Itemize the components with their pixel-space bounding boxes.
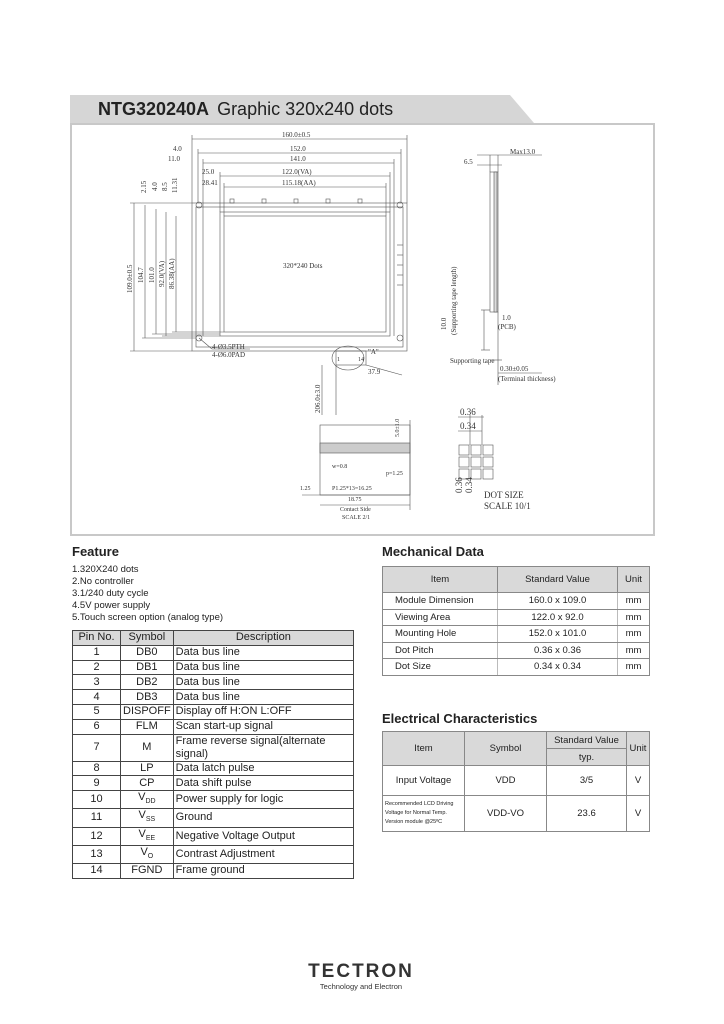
- mech-unit: mm: [618, 609, 650, 626]
- pin-symbol-subscript: EE: [145, 834, 156, 842]
- pin-description: Data bus line: [173, 660, 353, 675]
- detail-scale: SCALE 2/1: [342, 515, 371, 521]
- dim-2-15: 2.15: [140, 180, 148, 193]
- pin-symbol-subscript: O: [147, 852, 154, 860]
- table-row: [383, 659, 650, 676]
- mech-value: 0.36 x 0.36: [498, 642, 618, 659]
- pin-number: 13: [73, 845, 121, 863]
- pin-symbol-text: V: [138, 791, 146, 804]
- feature-item: 5.Touch screen option (analog type): [72, 612, 224, 623]
- pin-description: Data bus line: [173, 645, 353, 660]
- pin-number: 6: [73, 719, 121, 734]
- pin-number: 4: [73, 690, 121, 705]
- side-pcb: 1.0: [502, 314, 511, 322]
- pin-symbol-text: V: [138, 827, 146, 840]
- dim-122-va: 122.0(VA): [282, 168, 312, 176]
- logo-tagline: Technology and Electron: [319, 982, 403, 991]
- dot-h2: 0.34: [460, 421, 476, 431]
- electrical-title: Electrical Characteristics: [382, 711, 538, 726]
- elec-item-header: Item: [383, 732, 465, 766]
- mechanical-title: Mechanical Data: [382, 544, 484, 559]
- dot-title: DOT SIZE: [484, 490, 524, 500]
- mech-item-header: Item: [383, 567, 498, 593]
- pin-symbol: [121, 675, 174, 690]
- detail-contact-side: Contact Side: [340, 507, 371, 513]
- drawing-svg: [72, 125, 653, 534]
- pin-description: Contrast Adjustment: [173, 845, 353, 863]
- elec-unit: V: [627, 796, 650, 832]
- table-row: [73, 863, 354, 878]
- pin-description: Scan start-up signal: [173, 719, 353, 734]
- tectron-logo: [296, 962, 426, 992]
- dim-28: 28.41: [202, 179, 218, 187]
- mech-unit-header: Unit: [618, 567, 650, 593]
- pin-number: 12: [73, 827, 121, 845]
- pin-number: 8: [73, 761, 121, 776]
- pin-number: 9: [73, 776, 121, 791]
- dim-160: 160.0±0.5: [282, 131, 311, 139]
- side-supporting-tape: Supporting tape: [450, 357, 495, 365]
- hole-pad: 4-Ø6.0PAD: [212, 351, 245, 359]
- pin-number: 7: [73, 734, 121, 761]
- dim-109: 109.0±0.5: [126, 264, 134, 293]
- pin-symbol-text: LP: [140, 761, 154, 774]
- side-offset: 6.5: [464, 158, 473, 166]
- connector-marker: "A": [368, 348, 379, 356]
- dim-8-5: 8.5: [161, 182, 169, 191]
- dot-h1: 0.36: [460, 407, 476, 417]
- side-max: Max13.0: [510, 148, 536, 156]
- mech-item: Mounting Hole: [383, 626, 498, 643]
- detail-left: 1.25: [300, 486, 311, 492]
- mech-item: Dot Pitch: [383, 642, 498, 659]
- table-row: [73, 660, 354, 675]
- dim-4: 4.0: [173, 145, 182, 153]
- feature-item: 3.1/240 duty cycle: [72, 588, 149, 599]
- mechanical-header: [383, 567, 650, 593]
- hole-pth: 4-Ø3.5PTH: [212, 343, 245, 351]
- side-terminal: 0.30±0.05: [500, 365, 529, 373]
- pin-symbol-text: DB1: [136, 660, 158, 673]
- pin-number: 10: [73, 791, 121, 809]
- table-row: [73, 761, 354, 776]
- electrical-header-row1: [383, 732, 650, 749]
- pin-description: Ground: [173, 809, 353, 827]
- pin-symbol: [121, 791, 174, 809]
- pin-number: 14: [73, 863, 121, 878]
- pin-symbol-text: V: [138, 809, 146, 822]
- mech-item: Module Dimension: [383, 593, 498, 610]
- pin-symbol-text: DB0: [136, 646, 158, 659]
- pin-symbol-subscript: DD: [145, 798, 156, 806]
- pin-symbol: [121, 845, 174, 863]
- pin-symbol: [121, 704, 174, 719]
- pin-number: 5: [73, 704, 121, 719]
- table-row: [73, 690, 354, 705]
- mech-value: 152.0 x 101.0: [498, 626, 618, 643]
- connector-offset: 37.9: [368, 368, 381, 376]
- pin-symbol: [121, 645, 174, 660]
- side-tape-label: (Supporting tape length): [450, 266, 458, 335]
- table-row: [73, 827, 354, 845]
- dim-152: 152.0: [290, 145, 306, 153]
- table-row: [73, 734, 354, 761]
- side-terminal-label: (Terminal thickness): [498, 375, 556, 383]
- model-number: NTG320240A: [98, 99, 210, 119]
- pin-description: Data bus line: [173, 675, 353, 690]
- table-row: [73, 809, 354, 827]
- feature-list: [72, 564, 223, 624]
- pin-description: Data bus line: [173, 690, 353, 705]
- detail-total: 18.75: [348, 497, 362, 503]
- dim-115-aa: 115.18(AA): [282, 179, 316, 187]
- description-header: Description: [173, 631, 353, 646]
- elec-symbol: VDD-VO: [465, 796, 547, 832]
- dim-92-va: 92.0(VA): [158, 260, 166, 287]
- table-row: [73, 719, 354, 734]
- mech-value: 0.34 x 0.34: [498, 659, 618, 676]
- mech-unit: mm: [618, 659, 650, 676]
- pin-number: 2: [73, 660, 121, 675]
- dim-104: 104.7: [137, 267, 145, 283]
- dim-141: 141.0: [290, 155, 306, 163]
- pin-description: Data shift pulse: [173, 776, 353, 791]
- detail-w: w=0.8: [332, 464, 348, 470]
- dim-11-31: 11.31: [171, 177, 179, 193]
- connector-pin1: 1: [337, 357, 340, 363]
- elec-symbol-header: Symbol: [465, 732, 547, 766]
- mech-unit: mm: [618, 626, 650, 643]
- pin-symbol: [121, 660, 174, 675]
- electrical-body: [383, 766, 650, 832]
- feature-item: 2.No controller: [72, 576, 134, 587]
- pin-table: [72, 630, 354, 879]
- elec-typ: 3/5: [547, 766, 627, 796]
- pin-symbol: [121, 690, 174, 705]
- active-area: [224, 216, 386, 332]
- mechanical-body: [383, 593, 650, 676]
- dot-scale: SCALE 10/1: [484, 501, 531, 511]
- electrical-table: [382, 731, 650, 832]
- dim-4-0: 4.0: [151, 182, 159, 191]
- center-label: 320*240 Dots: [283, 262, 323, 270]
- elec-item: Recommended LCD Driving Voltage for Normal Temp. Version module @25ºC: [383, 796, 465, 832]
- table-row: [383, 626, 650, 643]
- pin-symbol-text: M: [142, 741, 152, 754]
- pin-description: Display off H:ON L:OFF: [173, 704, 353, 719]
- pin-number: 1: [73, 645, 121, 660]
- pin-symbol-text: FLM: [135, 720, 158, 733]
- dot-v2: 0.34: [464, 477, 474, 493]
- table-row: [383, 766, 650, 796]
- elec-item: Input Voltage: [383, 766, 465, 796]
- feature-item: 4.5V power supply: [72, 600, 151, 611]
- feature-title: Feature: [72, 544, 119, 559]
- elec-typ: 23.6: [547, 796, 627, 832]
- pin-number: 3: [73, 675, 121, 690]
- pin-no-header: Pin No.: [73, 631, 121, 646]
- pin-symbol: [121, 776, 174, 791]
- pin-symbol: [121, 809, 174, 827]
- pin-symbol-text: DISPOFF: [123, 705, 171, 718]
- pin-symbol-text: CP: [139, 776, 155, 789]
- pin-table-body: [73, 645, 354, 878]
- pin-symbol: [121, 734, 174, 761]
- logo-word: TECTRON: [308, 961, 414, 982]
- elec-unit: V: [627, 766, 650, 796]
- mech-item: Viewing Area: [383, 609, 498, 626]
- table-row: [73, 675, 354, 690]
- header-banner: [70, 95, 540, 123]
- elec-typ-header: typ.: [547, 749, 627, 766]
- table-row: [73, 645, 354, 660]
- dim-25: 25.0: [202, 168, 215, 176]
- connector-length: 206.0±3.0: [314, 384, 322, 413]
- pin-symbol: [121, 719, 174, 734]
- pin-symbol-subscript: SS: [145, 816, 156, 824]
- model-description: Graphic 320x240 dots: [217, 99, 394, 119]
- pin-symbol: [121, 827, 174, 845]
- side-pcb-label: (PCB): [498, 323, 516, 331]
- feature-item: 1.320X240 dots: [72, 564, 139, 575]
- mech-value: 122.0 x 92.0: [498, 609, 618, 626]
- pin-description: Power supply for logic: [173, 791, 353, 809]
- mech-value-header: Standard Value: [498, 567, 618, 593]
- dot-v1: 0.36: [454, 477, 464, 493]
- pin-symbol-text: V: [140, 845, 148, 858]
- detail-height: 5.0±1.0: [395, 418, 401, 437]
- table-row: [73, 791, 354, 809]
- table-row: [383, 642, 650, 659]
- detail-p: p=1.25: [386, 471, 403, 477]
- pin-symbol-text: DB3: [136, 690, 158, 703]
- pin-description: Data latch pulse: [173, 761, 353, 776]
- elec-unit-header: Unit: [627, 732, 650, 766]
- mech-unit: mm: [618, 642, 650, 659]
- mech-value: 160.0 x 109.0: [498, 593, 618, 610]
- mech-item: Dot Size: [383, 659, 498, 676]
- symbol-header: Symbol: [121, 631, 174, 646]
- module-inner: [196, 207, 403, 347]
- table-row: [73, 845, 354, 863]
- mech-unit: mm: [618, 593, 650, 610]
- pin-symbol: [121, 761, 174, 776]
- pin-description: Frame ground: [173, 863, 353, 878]
- viewing-area: [220, 212, 390, 336]
- detail-pitch: P1.25*13=16.25: [332, 486, 372, 492]
- dim-11: 11.0: [168, 155, 180, 163]
- table-row: [383, 593, 650, 610]
- connector-pin14: 14: [358, 357, 364, 363]
- pin-symbol: [121, 863, 174, 878]
- dim-86-aa: 86.38(AA): [168, 258, 176, 289]
- side-tape-h: 10.0: [440, 317, 448, 330]
- table-row: [73, 776, 354, 791]
- dim-101: 101.0: [148, 267, 156, 283]
- pin-number: 11: [73, 809, 121, 827]
- pin-description: Negative Voltage Output: [173, 827, 353, 845]
- elec-symbol: VDD: [465, 766, 547, 796]
- mechanical-drawing: [70, 123, 655, 536]
- pin-description: Frame reverse signal(alternate signal): [173, 734, 353, 761]
- pin-symbol-text: DB2: [136, 675, 158, 688]
- header-title: [98, 98, 393, 120]
- table-row: [73, 704, 354, 719]
- mechanical-table: [382, 566, 650, 676]
- pin-table-header: [73, 631, 354, 646]
- mount-hole-br: [397, 335, 403, 341]
- table-row: [383, 796, 650, 832]
- table-row: [383, 609, 650, 626]
- pin-symbol-text: FGND: [131, 864, 163, 877]
- elec-std-header: Standard Value: [547, 732, 627, 749]
